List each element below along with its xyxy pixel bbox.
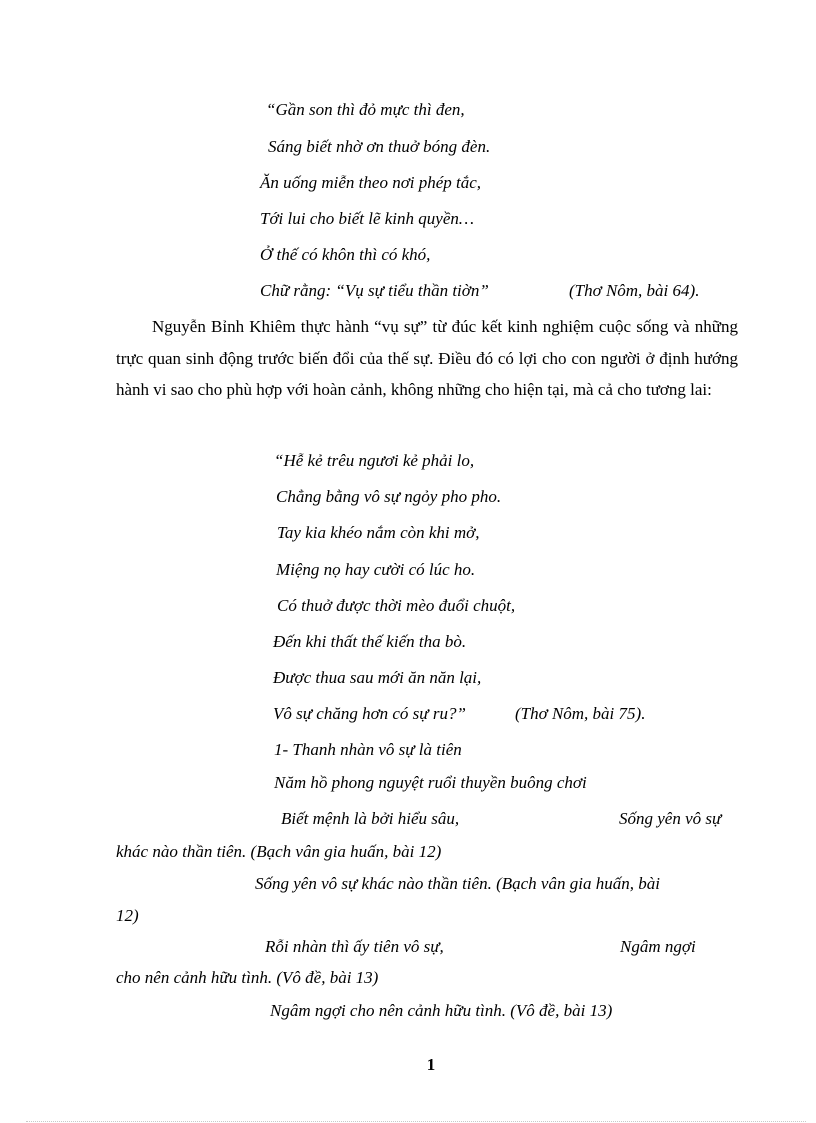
poem2-line-8: Vô sự chăng hơn có sự ru?” [273, 704, 466, 723]
poem1-line-4: Tới lui cho biết lẽ kinh quyền… [260, 209, 474, 228]
poem1-line-5: Ở thế có khôn thì có khó, [260, 245, 431, 264]
poem2-line-1: “Hễ kẻ trêu ngươi kẻ phải lo, [274, 451, 475, 470]
poem2-source: (Thơ Nôm, bài 75). [515, 704, 646, 723]
body-paragraph: Nguyễn Bỉnh Khiêm thực hành “vụ sự” từ đúc kết kinh nghiệm cuộc sống và những trực quan sinh động trước biến đổi của thế sự. Điều đó có lợi cho con người ở định hướng hành vi sao cho phù hợp với hoàn cảnh, không những cho hiện tại, mà cả cho tương lai: [116, 317, 738, 399]
extra-line-5a: Rỗi nhàn thì ấy tiên vô sự, [265, 937, 444, 956]
extra-line-3c: khác nào thần tiên. (Bạch vân gia huấn, bài 12) [116, 842, 442, 861]
extra-line-3a: Biết mệnh là bởi hiểu sâu, [281, 809, 460, 828]
poem1-source: (Thơ Nôm, bài 64). [569, 281, 700, 300]
page-number: 1 [426, 1055, 436, 1074]
extra-line-5b: Ngâm ngợi [620, 937, 696, 956]
extra-line-6: Ngâm ngợi cho nên cảnh hữu tình. (Vô đề, bài 13) [270, 1001, 613, 1020]
extra-line-5c: cho nên cảnh hữu tình. (Vô đề, bài 13) [116, 968, 379, 987]
poem1-line-6: Chữ rằng: “Vụ sự tiểu thần tiờn” [260, 281, 489, 300]
extra-line-4b: 12) [116, 906, 139, 925]
poem2-line-6: Đến khi thất thế kiến tha bò. [273, 632, 467, 651]
extra-line-1: 1- Thanh nhàn vô sự là tiên [274, 740, 462, 759]
poem2-line-7: Được thua sau mới ăn năn lại, [273, 668, 482, 687]
page-bottom-border [26, 1121, 806, 1122]
poem2-line-4: Miệng nọ hay cười có lúc ho. [276, 560, 476, 579]
poem1-line-1: “Gần son thì đỏ mực thì đen, [266, 100, 465, 119]
poem2-line-5: Có thuở được thời mèo đuổi chuột, [277, 596, 516, 615]
poem2-line-3: Tay kia khéo nắm còn khi mở, [277, 523, 480, 542]
extra-line-2: Năm hồ phong nguyệt ruổi thuyền buông chơi [274, 773, 587, 792]
extra-line-4a: Sống yên vô sự khác nào thần tiên. (Bạch vân gia huấn, bài [255, 874, 660, 893]
poem2-line-2: Chẳng bằng vô sự ngỏy pho pho. [276, 487, 502, 506]
extra-line-3b: Sống yên vô sự [619, 809, 722, 828]
poem1-line-3: Ăn uống miễn theo nơi phép tắc, [260, 173, 482, 192]
poem1-line-2: Sáng biết nhờ ơn thuở bóng đèn. [268, 137, 491, 156]
